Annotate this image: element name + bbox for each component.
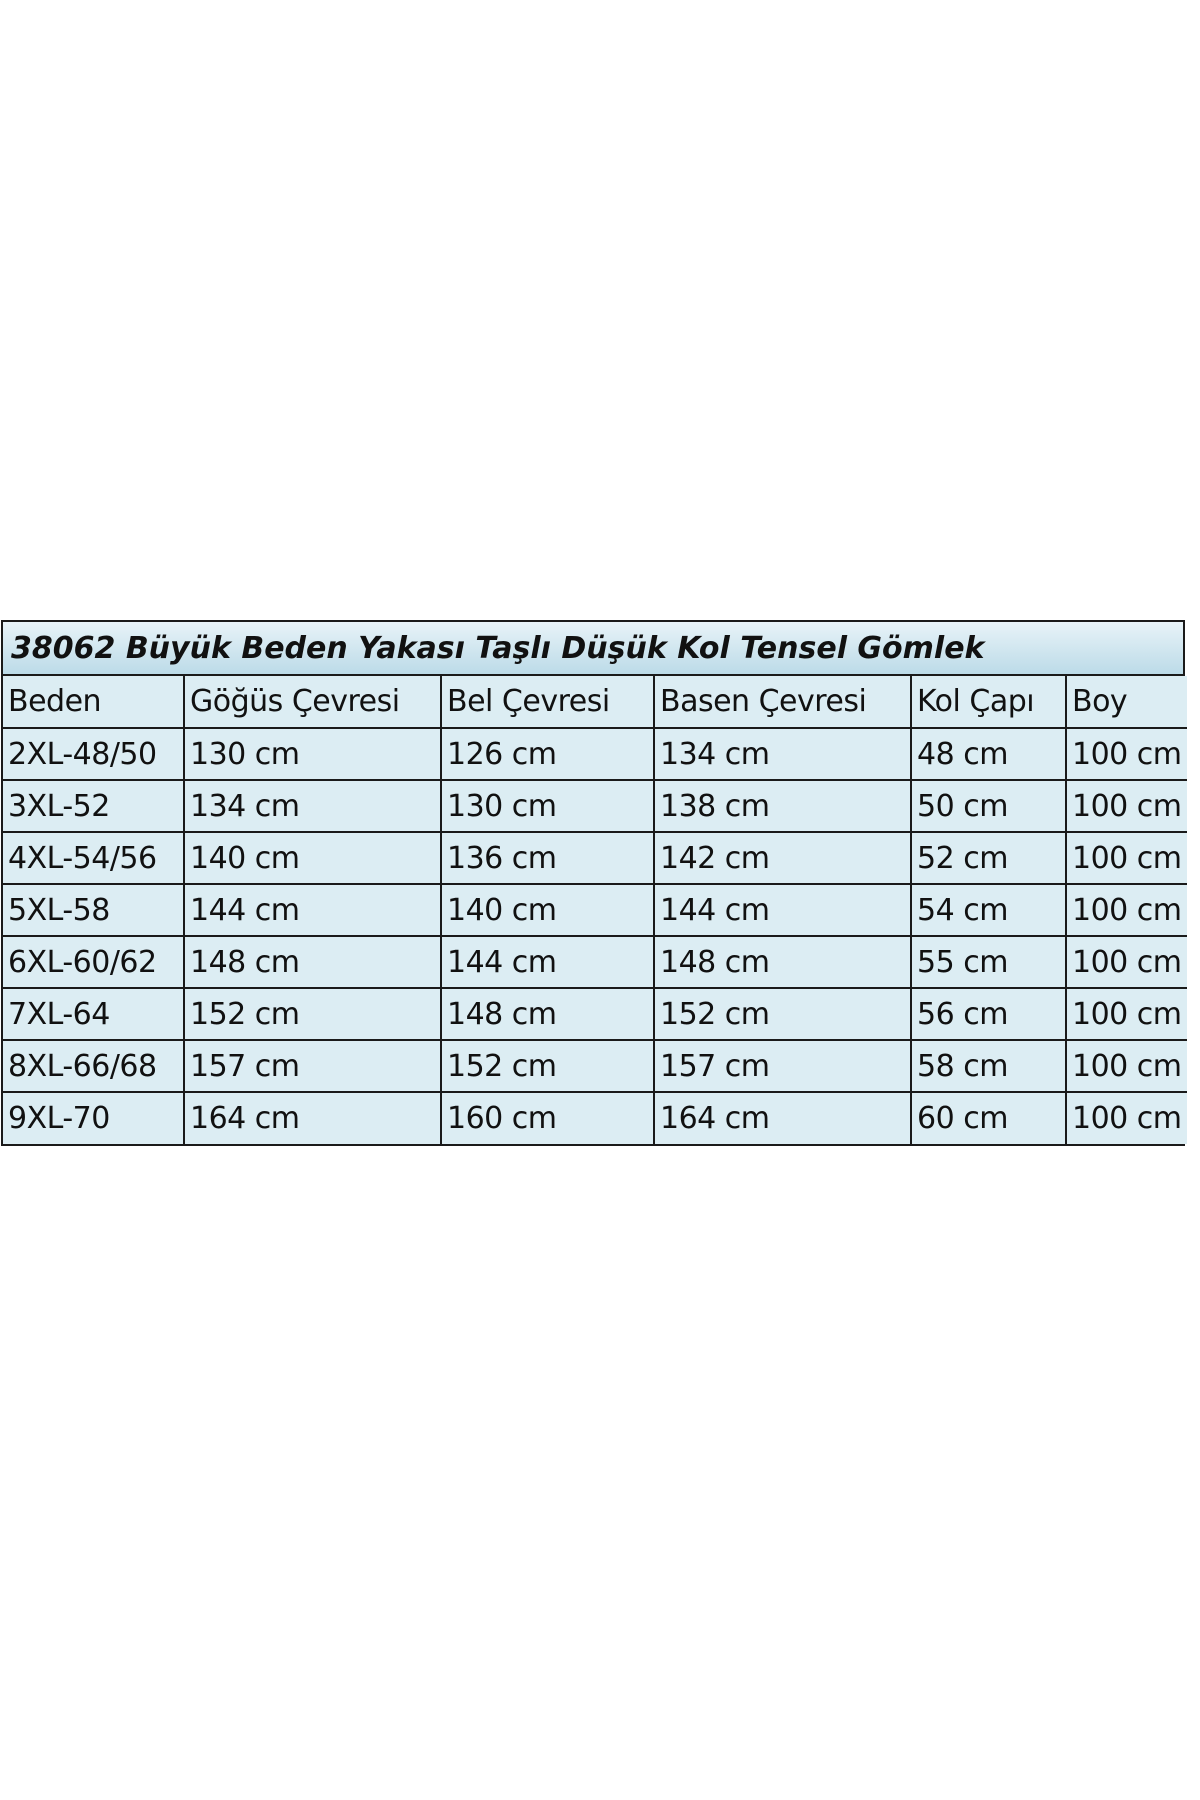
cell-kol: 52 cm bbox=[911, 832, 1066, 884]
cell-gogus: 144 cm bbox=[184, 884, 441, 936]
cell-kol: 54 cm bbox=[911, 884, 1066, 936]
cell-boy: 100 cm bbox=[1066, 832, 1187, 884]
cell-beden: 7XL-64 bbox=[3, 988, 184, 1040]
cell-beden: 9XL-70 bbox=[3, 1092, 184, 1144]
table-row bbox=[3, 832, 1187, 884]
header-beden: Beden bbox=[3, 676, 184, 728]
cell-bel: 130 cm bbox=[441, 780, 654, 832]
table-row bbox=[3, 884, 1187, 936]
cell-gogus: 164 cm bbox=[184, 1092, 441, 1144]
cell-kol: 58 cm bbox=[911, 1040, 1066, 1092]
cell-kol: 60 cm bbox=[911, 1092, 1066, 1144]
cell-basen: 134 cm bbox=[654, 728, 911, 780]
cell-bel: 144 cm bbox=[441, 936, 654, 988]
table-header-row bbox=[3, 676, 1187, 728]
header-basen-cevresi: Basen Çevresi bbox=[654, 676, 911, 728]
cell-gogus: 130 cm bbox=[184, 728, 441, 780]
cell-bel: 140 cm bbox=[441, 884, 654, 936]
cell-boy: 100 cm bbox=[1066, 780, 1187, 832]
header-boy: Boy bbox=[1066, 676, 1187, 728]
cell-beden: 8XL-66/68 bbox=[3, 1040, 184, 1092]
cell-beden: 3XL-52 bbox=[3, 780, 184, 832]
cell-bel: 160 cm bbox=[441, 1092, 654, 1144]
table-row bbox=[3, 1040, 1187, 1092]
cell-bel: 126 cm bbox=[441, 728, 654, 780]
cell-basen: 164 cm bbox=[654, 1092, 911, 1144]
cell-boy: 100 cm bbox=[1066, 884, 1187, 936]
cell-boy: 100 cm bbox=[1066, 1040, 1187, 1092]
table-row bbox=[3, 936, 1187, 988]
table-row bbox=[3, 728, 1187, 780]
table-row bbox=[3, 1092, 1187, 1144]
cell-boy: 100 cm bbox=[1066, 728, 1187, 780]
cell-gogus: 148 cm bbox=[184, 936, 441, 988]
cell-beden: 6XL-60/62 bbox=[3, 936, 184, 988]
size-chart bbox=[1, 620, 1185, 1146]
cell-kol: 50 cm bbox=[911, 780, 1066, 832]
cell-kol: 48 cm bbox=[911, 728, 1066, 780]
cell-bel: 152 cm bbox=[441, 1040, 654, 1092]
table-row bbox=[3, 988, 1187, 1040]
cell-basen: 138 cm bbox=[654, 780, 911, 832]
cell-basen: 148 cm bbox=[654, 936, 911, 988]
cell-kol: 55 cm bbox=[911, 936, 1066, 988]
table-row bbox=[3, 780, 1187, 832]
cell-beden: 4XL-54/56 bbox=[3, 832, 184, 884]
cell-basen: 142 cm bbox=[654, 832, 911, 884]
cell-basen: 157 cm bbox=[654, 1040, 911, 1092]
cell-bel: 148 cm bbox=[441, 988, 654, 1040]
cell-basen: 152 cm bbox=[654, 988, 911, 1040]
cell-beden: 5XL-58 bbox=[3, 884, 184, 936]
cell-boy: 100 cm bbox=[1066, 1092, 1187, 1144]
header-bel-cevresi: Bel Çevresi bbox=[441, 676, 654, 728]
cell-boy: 100 cm bbox=[1066, 936, 1187, 988]
size-table bbox=[3, 676, 1187, 1144]
cell-boy: 100 cm bbox=[1066, 988, 1187, 1040]
cell-gogus: 157 cm bbox=[184, 1040, 441, 1092]
header-gogus-cevresi: Göğüs Çevresi bbox=[184, 676, 441, 728]
cell-beden: 2XL-48/50 bbox=[3, 728, 184, 780]
cell-gogus: 140 cm bbox=[184, 832, 441, 884]
cell-bel: 136 cm bbox=[441, 832, 654, 884]
cell-kol: 56 cm bbox=[911, 988, 1066, 1040]
cell-gogus: 152 cm bbox=[184, 988, 441, 1040]
size-chart-title: 38062 Büyük Beden Yakası Taşlı Düşük Kol Tensel Gömlek bbox=[3, 622, 1183, 676]
cell-gogus: 134 cm bbox=[184, 780, 441, 832]
cell-basen: 144 cm bbox=[654, 884, 911, 936]
header-kol-capi: Kol Çapı bbox=[911, 676, 1066, 728]
